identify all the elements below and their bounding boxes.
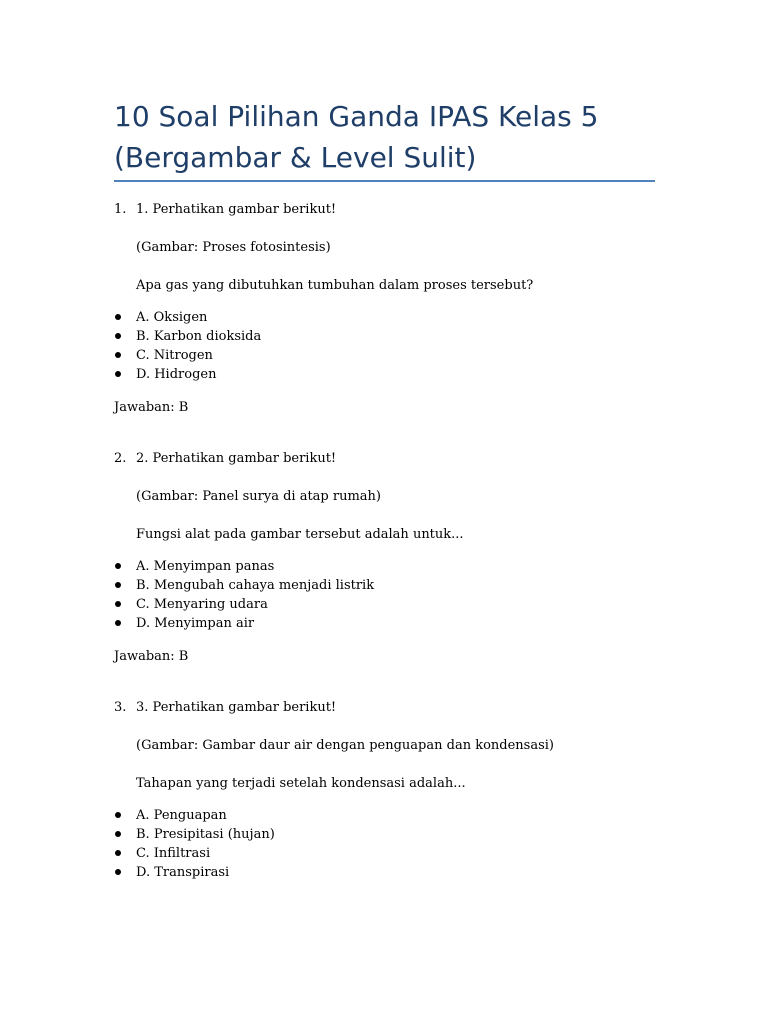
page-title: [114, 96, 674, 178]
bullet-icon: [114, 366, 124, 384]
title-line-2: (Bergambar & Level Sulit): [114, 141, 477, 174]
title-divider: [114, 180, 655, 182]
question-prompt: 1. Perhatikan gambar berikut!: [136, 202, 337, 217]
question-number: 1.: [114, 202, 127, 217]
bullet-icon: [114, 845, 124, 863]
bullet-icon: [114, 309, 124, 327]
option-b: B. Mengubah cahaya menjadi listrik: [136, 578, 375, 593]
option-b: B. Presipitasi (hujan): [136, 827, 275, 842]
question-image-note: (Gambar: Proses fotosintesis): [136, 240, 331, 255]
question-image-note: (Gambar: Panel surya di atap rumah): [136, 489, 381, 504]
question-number: 2.: [114, 451, 127, 466]
answer-text: Jawaban: B: [114, 649, 189, 664]
option-c: C. Infiltrasi: [136, 846, 211, 861]
option-b: B. Karbon dioksida: [136, 329, 262, 344]
question-prompt: 3. Perhatikan gambar berikut!: [136, 700, 337, 715]
bullet-icon: [114, 826, 124, 844]
question-number: 3.: [114, 700, 127, 715]
option-a: A. Menyimpan panas: [136, 559, 275, 574]
bullet-icon: [114, 577, 124, 595]
option-a: A. Penguapan: [136, 808, 227, 823]
question-prompt: 2. Perhatikan gambar berikut!: [136, 451, 337, 466]
option-a: A. Oksigen: [136, 310, 208, 325]
bullet-icon: [114, 596, 124, 614]
bullet-icon: [114, 347, 124, 365]
question-image-note: (Gambar: Gambar daur air dengan penguapan dan kondensasi): [136, 738, 554, 753]
title-line-1: 10 Soal Pilihan Ganda IPAS Kelas 5: [114, 100, 599, 133]
bullet-icon: [114, 615, 124, 633]
option-c: C. Menyaring udara: [136, 597, 268, 612]
option-d: D. Hidrogen: [136, 367, 217, 382]
question-text: Fungsi alat pada gambar tersebut adalah untuk...: [136, 527, 464, 542]
question-text: Tahapan yang terjadi setelah kondensasi adalah...: [136, 776, 466, 791]
option-d: D. Transpirasi: [136, 865, 230, 880]
bullet-icon: [114, 328, 124, 346]
question-text: Apa gas yang dibutuhkan tumbuhan dalam proses tersebut?: [136, 278, 534, 293]
bullet-icon: [114, 864, 124, 882]
answer-text: Jawaban: B: [114, 400, 189, 415]
bullet-icon: [114, 558, 124, 576]
option-c: C. Nitrogen: [136, 348, 213, 363]
option-d: D. Menyimpan air: [136, 616, 255, 631]
bullet-icon: [114, 807, 124, 825]
